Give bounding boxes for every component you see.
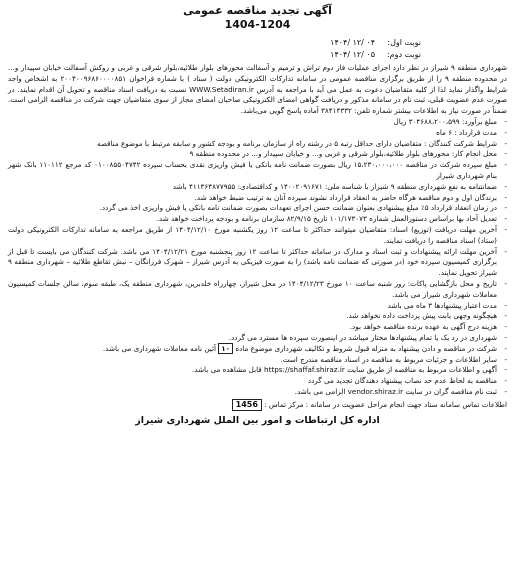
list-item xyxy=(8,149,507,160)
bullet: - xyxy=(504,311,507,321)
list-item xyxy=(8,376,507,387)
item-text: شرایط شرکت کنندگان : متقاضیان دارای حداقل رتبه ۵ در رشته راه از سازمان برنامه و بودجه کشور و سابقه مرتبط با موضوع مناقصه xyxy=(96,138,497,148)
bullet: - xyxy=(504,246,507,256)
item-text: ضمانتنامه به نفع شهرداری منطقه ۹ شیراز با شناسه ملی: ۱۴۰۰۲۰۹۱۶۷۱ و کداقتصادی: ۴۱۱۳۶۴۸۷۷۹۵۵ باشد xyxy=(172,181,497,191)
item-text: تاریخ و محل بازگشایی پاکات: روز شنبه ساعت ۱۰ مورخ ۱۴۰۴/۱۲/۲۳ در محل شیراز، چهارراه خلدبرین، شهرداری منطقه یک، طبقه سوم، سالن جلسات کمیسیون معاملات شهرداری شیراز می باشد. xyxy=(8,278,497,299)
item-text: آخرین مهلت دریافت (توزیع) اسناد: متقاضیان میتوانند حداکثر تا ساعت ۱۲ روز یکشنبه مورخ ۱۴۰۴/۱۲/۱۰ از طریق مراجعه به سامانه تدارکات الکترونیکی دولت (ستاد) اسناد مناقصه را دریافت نمایند. xyxy=(8,224,497,245)
item-text: شهرداری در رد یک یا تمام پیشنهادها مختار میباشد در اینصورت سپرده ها مسترد می گردد. xyxy=(228,332,497,342)
publication-dates xyxy=(8,37,507,60)
second-notice-row xyxy=(8,49,421,61)
item-text: در زمان انعقاد قرارداد ۵٪ مبلغ پیشنهادی بعنوان ضمانت حسن اجرای تعهدات بصورت ضمانت نامه بانکی یا فیش واریزی اخذ می گردد. xyxy=(99,203,497,213)
item-text: آگهی و اطلاعات مربوط به مناقصه از طریق سایت https://shaffaf.shiraz.ir قابل مشاهده می باشد. xyxy=(191,365,497,375)
list-item xyxy=(8,344,507,355)
item-text: مبلغ برآورد: ۳۰۴۶۸۸،۲۰۰،۵۹۹ ریال xyxy=(393,116,497,126)
bullet: - xyxy=(504,343,507,353)
item-text: مبلغ سپرده شرکت در مناقصه ۱۵،۲۳۰،۰۰۰،۰۰۰ ریال بصورت ضمانت نامه بانکی یا فیش واریزی نقدی بحساب سپرده ۰۱۰۰۸۵۵۰۴۷۴۲ کد مرجع ۱۱۰۱۱۲ بانک شهر بنام شهرداری شیراز xyxy=(8,160,497,180)
bullet: - xyxy=(504,386,507,396)
contact-prefix: اطلاعات تماس سامانه ستاد جهت انجام مراحل عضویت در سامانه : مرکز تماس : xyxy=(264,399,507,409)
second-notice-date: ۱۴۰۴/ ۱۲/ ۰۵ xyxy=(330,49,375,59)
first-notice-label: نوبت اول: xyxy=(387,38,421,47)
second-notice-label: نوبت دوم: xyxy=(386,49,421,59)
bullet: - xyxy=(504,181,507,191)
list-item xyxy=(8,333,507,344)
list-item xyxy=(8,311,507,322)
article-number-box: ۱۰ xyxy=(218,343,233,354)
list-item xyxy=(8,128,507,139)
list-item xyxy=(8,355,507,366)
notice-title-text: آگهی تجدید مناقصه عمومی xyxy=(183,4,332,17)
list-item xyxy=(8,365,507,376)
list-item xyxy=(8,203,507,214)
item-text: هیچگونه وجهی بابت پیش پرداخت داده نخواهد شد. xyxy=(346,311,497,321)
list-item xyxy=(8,139,507,150)
list-item xyxy=(8,117,507,128)
issuer-signature: اداره کل ارتباطات و امور بین الملل شهرداری شیراز xyxy=(135,414,380,426)
bullet: - xyxy=(504,214,507,224)
bullet: - xyxy=(504,376,507,386)
item-text xyxy=(8,344,497,355)
bullet: - xyxy=(504,300,507,310)
bullet: - xyxy=(504,149,507,159)
list-item xyxy=(8,301,507,312)
first-notice-date: ۱۴۰۴/ ۱۲/ ۰۴ xyxy=(330,38,375,47)
intro-paragraph: شهرداری منطقه ۹ شیراز در نظر دارد اجرای عملیات فاز دوم تراش و ترمیم و آسفالت محورهای بلوار طلائیه،بلوار شرقی و غربی و روکش آسفالت خیابان سپیدار و... در محدوده منطقه ۹ را از طریق برگزاری مناقصه عمومی در سامانه تدارکات الکترونیکی دولت ( ستاد ) با شماره فراخوان ۲۰۰۴۰۰۹۶۸۶۰۰۰۰۸۵۱ به اشخاص واجد شرایط واگذار نماید لذا از کلیه متقاضیان دعوت به عمل می آید با مراجعه به آدرس WWW.Setadiran.ir نسبت به دریافت اسناد مناقصه و تحویل آن اقدام نمایند. در صورت عدم عضویت قبلی، ثبت نام در سامانه مذکور و دریافت گواهی امضای الکترونیکی صاحبان امضای مجاز از سوی متقاضیان جهت شرکت در مناقصه الزامی است. ضمناً در صورت نیاز به اطلاعات بیشتر شماره تلفن: ۳۸۴۱۴۳۳۲ آماده پاسخ گویی می‌باشد. xyxy=(8,63,507,116)
item-text: ثبت نام مناقصه گران در سایت vendor.shiraz.ir الزامی می باشد. xyxy=(294,386,497,396)
item-text-post: آئین نامه معاملات شهرداری می باشد. xyxy=(102,343,219,353)
list-item xyxy=(8,160,507,182)
bullet: - xyxy=(504,138,507,148)
item-text: محل انجام کار: محورهای بلوار طلائیه،بلوار شرقی و غربی و... و خیابان سپیدار و... در محدوده منطقه ۹ xyxy=(189,149,497,159)
bullet: - xyxy=(504,127,507,137)
bullet: - xyxy=(504,160,507,170)
list-item xyxy=(8,322,507,333)
item-text: تعدیل آحاد بها براساس دستورالعمل شماره ۱۰۱/۱۷۳۰۷۳ تاریخ ۸۲/۹/۱۵ سازمان برنامه و بودجه پرداخت خواهد شد. xyxy=(156,214,497,224)
item-text: آخرین مهلت ارائه پیشنهادات و ثبت اسناد و مدارک در سامانه حداکثر تا ساعت ۱۲ روز پنجشنبه مورخ ۱۴۰۴/۱۲/۲۱ می باشد. شرکت کنندگان می بایست تا قبل از برگزاری کمیسیون سپرده خود (در صورتی که ضمانت نامه باشد) را به صورت فیزیکی به آدرس شیراز – شهرک فرزانگان – نبش تقاطع طلائیه – شهرداری منطقه ۹ شیراز تحویل نمایند. xyxy=(8,246,497,278)
tender-number: 1404-1204 xyxy=(224,18,291,31)
contact-line xyxy=(8,399,507,411)
bullet: - xyxy=(504,192,507,202)
bullet: - xyxy=(504,116,507,126)
list-item xyxy=(8,247,507,279)
call-center-number: 1456 xyxy=(232,399,262,411)
bullet: - xyxy=(504,322,507,332)
item-text: سایر اطلاعات و جزئیات مربوط به مناقصه در اسناد مناقصه مندرج است. xyxy=(280,354,497,364)
list-item xyxy=(8,193,507,204)
item-text-pre: شرکت در مناقصه و دادن پیشنهاد به منزله قبول شروط و تکالیف شهرداری موضوع ماده xyxy=(233,343,497,353)
bullet: - xyxy=(504,354,507,364)
first-notice-row xyxy=(8,37,421,49)
item-text: مدت اعتبار پیشنهادها ۳ ماه می باشد xyxy=(387,300,497,310)
item-text: هزینه درج آگهی به عهده برنده مناقصه خواهد بود. xyxy=(349,322,497,332)
bullet: - xyxy=(504,278,507,288)
list-item xyxy=(8,214,507,225)
item-text: برندگان اول و دوم مناقصه هرگاه حاضر به انعقاد قرارداد نشوند سپرده آنان به ترتیب ضبط خواهد شد. xyxy=(194,192,497,202)
bullet: - xyxy=(504,203,507,213)
list-item xyxy=(8,182,507,193)
item-text: مناقصه به لحاظ عدم حد نصاب پیشنهاد دهندگان تجدید می گردد xyxy=(307,376,497,386)
notice-title xyxy=(8,4,507,32)
conditions-list xyxy=(8,117,507,398)
list-item xyxy=(8,387,507,398)
item-text: مدت قرارداد : ۶ ماه xyxy=(436,127,497,137)
bullet: - xyxy=(504,224,507,234)
bullet: - xyxy=(504,332,507,342)
bullet: - xyxy=(504,365,507,375)
list-item xyxy=(8,225,507,247)
list-item xyxy=(8,279,507,301)
